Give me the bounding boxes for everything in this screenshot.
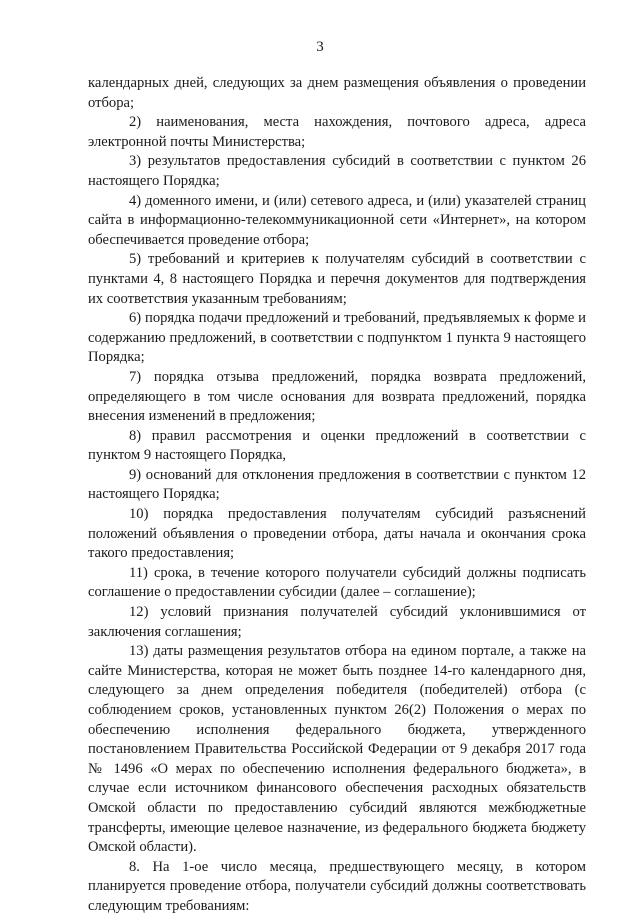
paragraph-item-10: 10) порядка предоставления получателям субсидий разъяснений положений объявления о проведении отбора, даты начала и окончания срока такого предоставления; xyxy=(88,506,586,562)
paragraph-item-2: 2) наименования, места нахождения, почтового адреса, адреса электронной почты Министерства; xyxy=(88,114,586,150)
paragraph-clause-8: 8. На 1-ое число месяца, предшествующего месяцу, в котором планируется проведение отбора, получатели субсидий должны соответствовать следующим требованиям: xyxy=(88,858,586,914)
paragraph-item-8: 8) правил рассмотрения и оценки предложений в соответствии с пунктом 9 настоящего Порядка, xyxy=(88,427,586,464)
paragraph-item-9: 9) оснований для отклонения предложения в соответствии с пунктом 12 настоящего Порядка; xyxy=(88,466,586,503)
paragraph-item-13: 13) даты размещения результатов отбора на едином портале, а также на сайте Министерства, которая не может быть позднее 14-го календарного дня, следующего за днем определения победителя (победителей) отбора (с соблюдением сроков, установленных пунктом 26(2) Положения о мерах по обеспечению исполнения федерального бюджета, утвержденного постановлением Правительства Российской Федерации от 9 декабря 2017 года № 1496 «О мерах по обеспечению исполнения федерального бюджета», в случае если источником финансового обеспечения расходных обязательств Омской области по предоставлению субсидий являются межбюджетные трансферты, имеющие целевое назначение, из федерального бюджета бюджету Омской области). xyxy=(88,643,586,856)
paragraph-item-3: 3) результатов предоставления субсидий в соответствии с пунктом 26 настоящего Порядка; xyxy=(88,153,586,189)
paragraph-continuation: календарных дней, следующих за днем размещения объявления о проведении отбора; xyxy=(88,75,586,111)
paragraph-item-7: 7) порядка отзыва предложений, порядка возврата предложений, определяющего в том числе основания для возврата предложений, порядка внесения изменений в предложения; xyxy=(88,368,586,425)
document-body xyxy=(88,74,586,917)
paragraph-item-5: 5) требований и критериев к получателям субсидий в соответствии с пунктами 4, 8 настоящего Порядка и перечня документов для подтверждения их соответствия указанным требованиям; xyxy=(88,251,586,307)
paragraph-item-12: 12) условий признания получателей субсидий уклонившимися от заключения соглашения; xyxy=(88,604,586,640)
paragraph-item-11: 11) срока, в течение которого получатели субсидий должны подписать соглашение о предоставлении субсидии (далее – соглашение); xyxy=(88,564,586,601)
paragraph-item-4: 4) доменного имени, и (или) сетевого адреса, и (или) указателей страниц сайта в информационно-телекоммуникационной сети «Интернет», на котором обеспечивается проведение отбора; xyxy=(88,192,586,248)
paragraph-item-6: 6) порядка подачи предложений и требований, предъявляемых к форме и содержанию предложений, в соответствии с подпунктом 1 пункта 9 настоящего Порядка; xyxy=(88,310,586,366)
page-number: 3 xyxy=(316,39,324,55)
